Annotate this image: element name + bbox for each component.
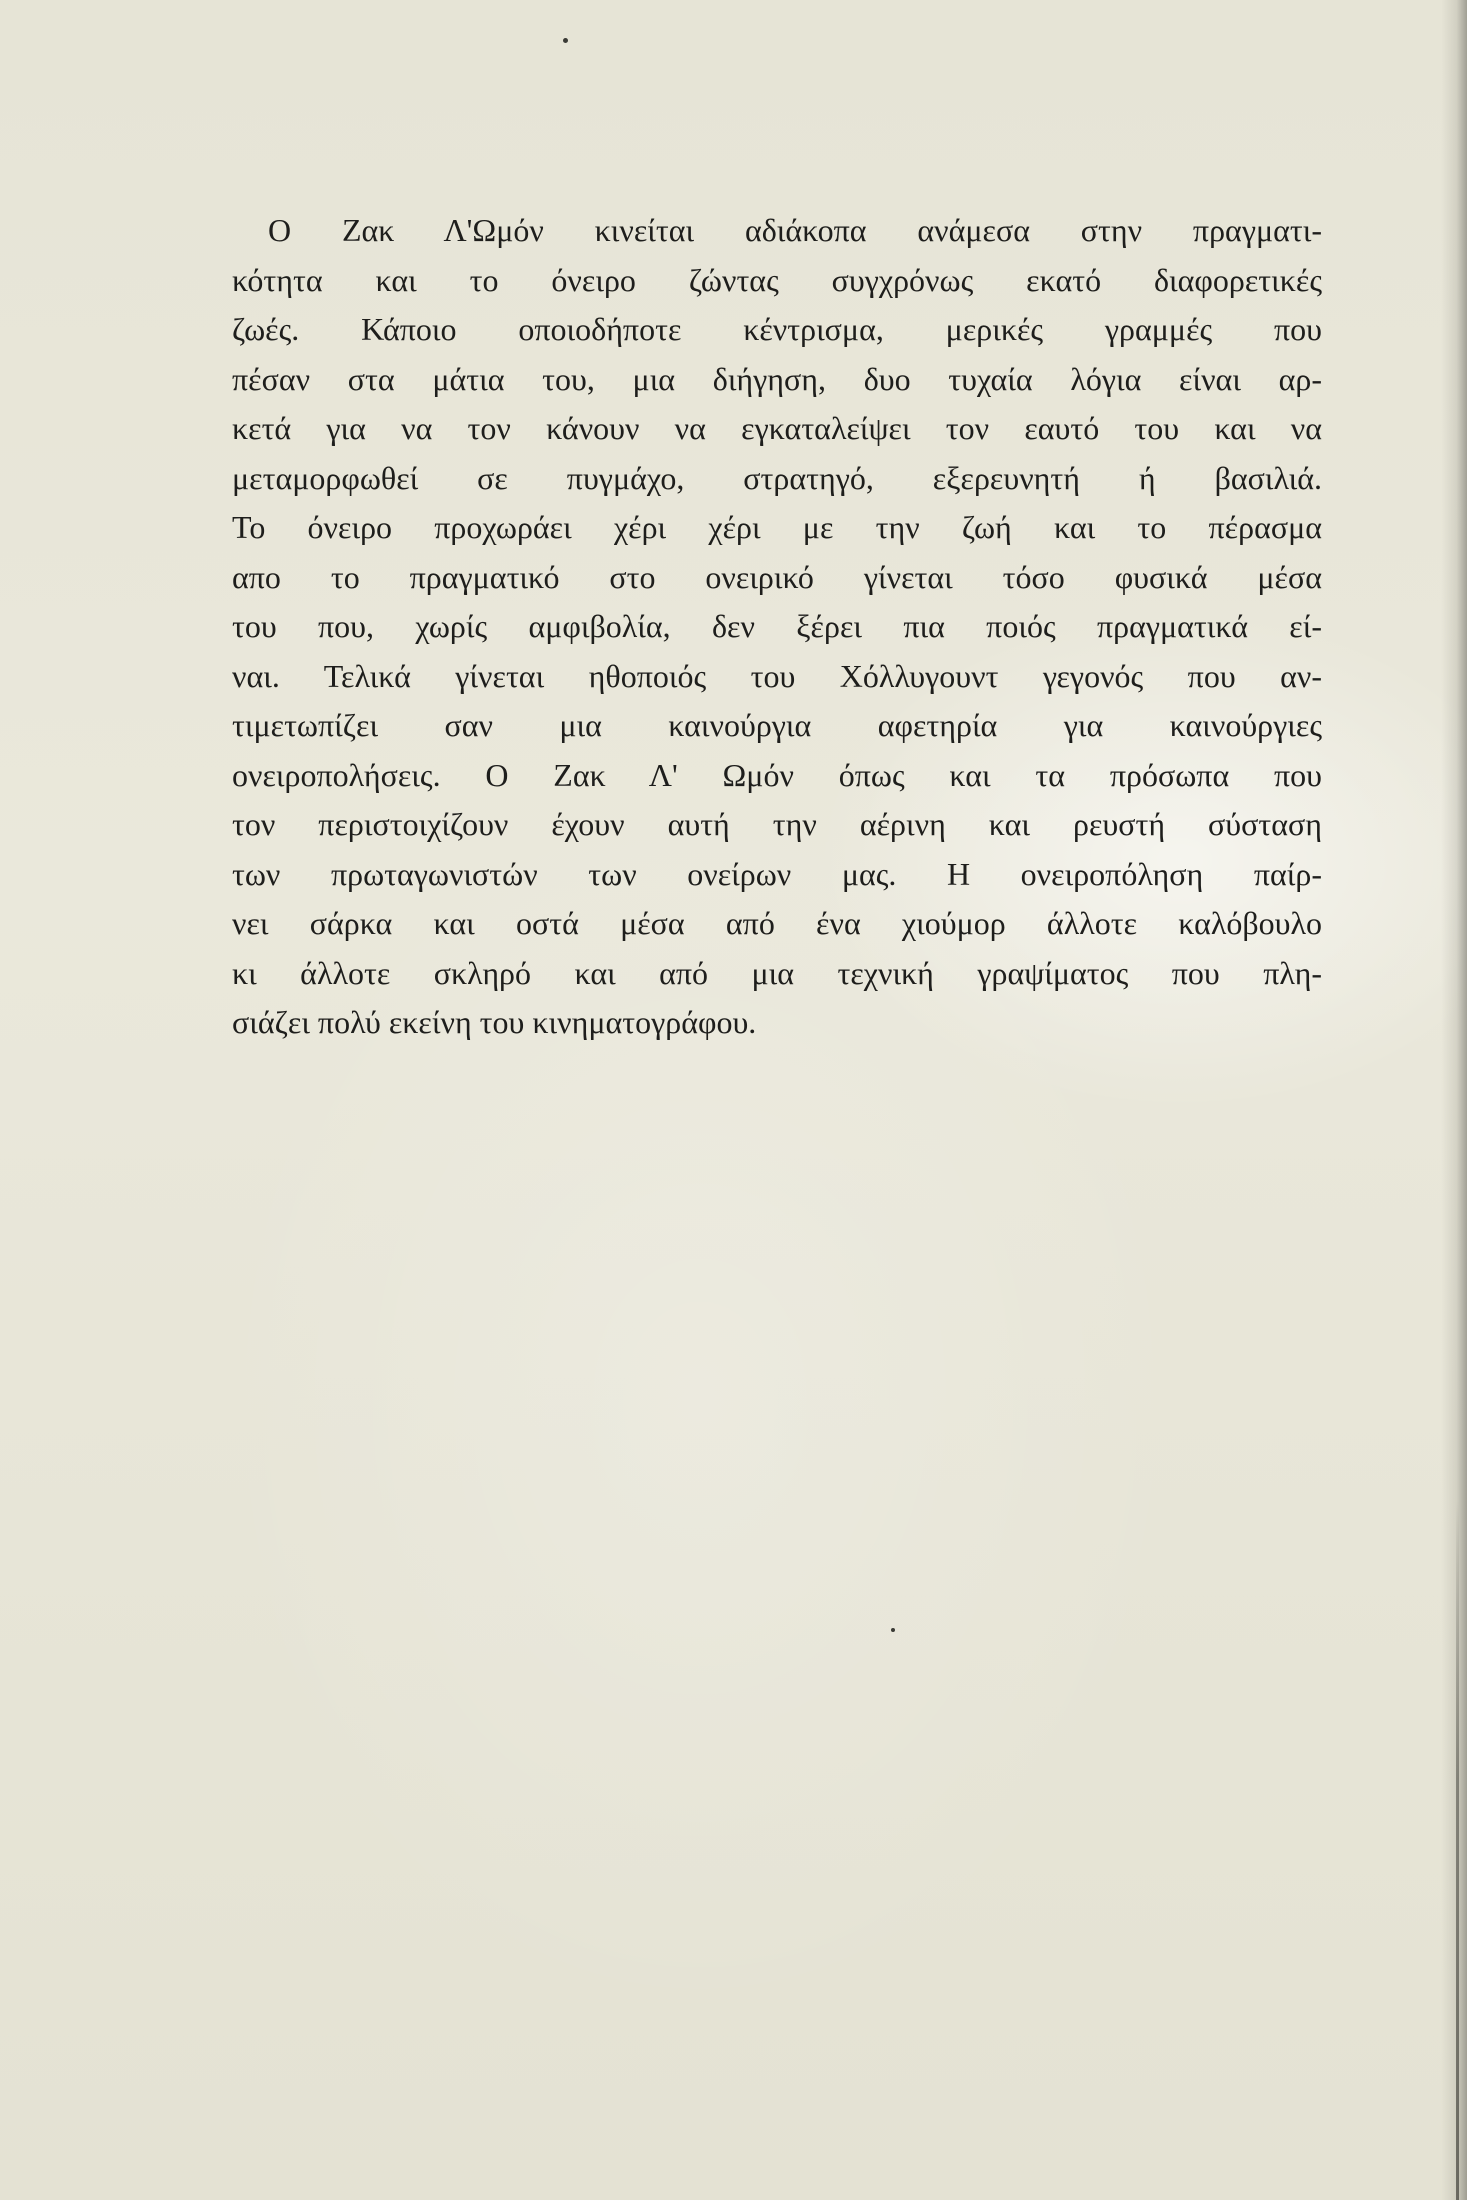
blurb-line: Το όνειρο προχωράει χέρι χέρι με την ζωή και το πέρασμα	[232, 509, 1322, 545]
blurb-line: μεταμορφωθεί σε πυγμάχο, στρατηγό, εξερευνητή ή βασιλιά.	[232, 459, 1322, 496]
blurb-line: των πρωταγωνιστών των ονείρων μας. Η ονειροπόληση παίρ-	[232, 855, 1322, 892]
cover-edge-line	[1456, 1500, 1459, 2200]
blurb-line: πέσαν στα μάτια του, μια διήγηση, δυο τυχαία λόγια είναι αρ-	[232, 360, 1322, 397]
blurb-line: κετά για να τον κάνουν να εγκαταλείψει τον εαυτό του και να	[232, 410, 1322, 446]
blurb-line: Ο Ζακ Λ'Ωμόν κινείται αδιάκοπα ανάμεσα στην πραγματι-	[268, 212, 1322, 248]
blurb-paragraph	[232, 206, 1322, 1048]
blurb-line: κότητα και το όνειρο ζώντας συγχρόνως εκατό διαφορετικές	[232, 261, 1322, 298]
blurb-line: τιμετωπίζει σαν μια καινούργια αφετηρία για καινούργιες	[232, 707, 1322, 743]
blurb-line: νει σάρκα και οστά μέσα από ένα χιούμορ άλλοτε καλόβουλο	[232, 905, 1322, 941]
print-speck	[891, 1628, 895, 1632]
blurb-line: ζωές. Κάποιο οποιοδήποτε κέντρισμα, μερικές γραμμές που	[232, 311, 1322, 347]
blurb-line: σιάζει πολύ εκείνη του κινηματογράφου.	[232, 1004, 757, 1040]
cover-edge-shadow	[1441, 0, 1467, 2200]
blurb-line: του που, χωρίς αμφιβολία, δεν ξέρει πια ποιός πραγματικά εί-	[232, 608, 1322, 644]
blurb-line: ονειροπολήσεις. Ο Ζακ Λ' Ωμόν όπως και τα πρόσωπα που	[232, 756, 1322, 793]
blurb-line: απο το πραγματικό στο ονειρικό γίνεται τόσο φυσικά μέσα	[232, 558, 1322, 595]
blurb-line: ναι. Τελικά γίνεται ηθοποιός του Χόλλυγουντ γεγονός που αν-	[232, 657, 1322, 694]
blurb-line: κι άλλοτε σκληρό και από μια τεχνική γραψίματος που πλη-	[232, 954, 1322, 991]
print-speck	[563, 38, 568, 43]
blurb-line: τον περιστοιχίζουν έχουν αυτή την αέρινη και ρευστή σύσταση	[232, 806, 1322, 842]
